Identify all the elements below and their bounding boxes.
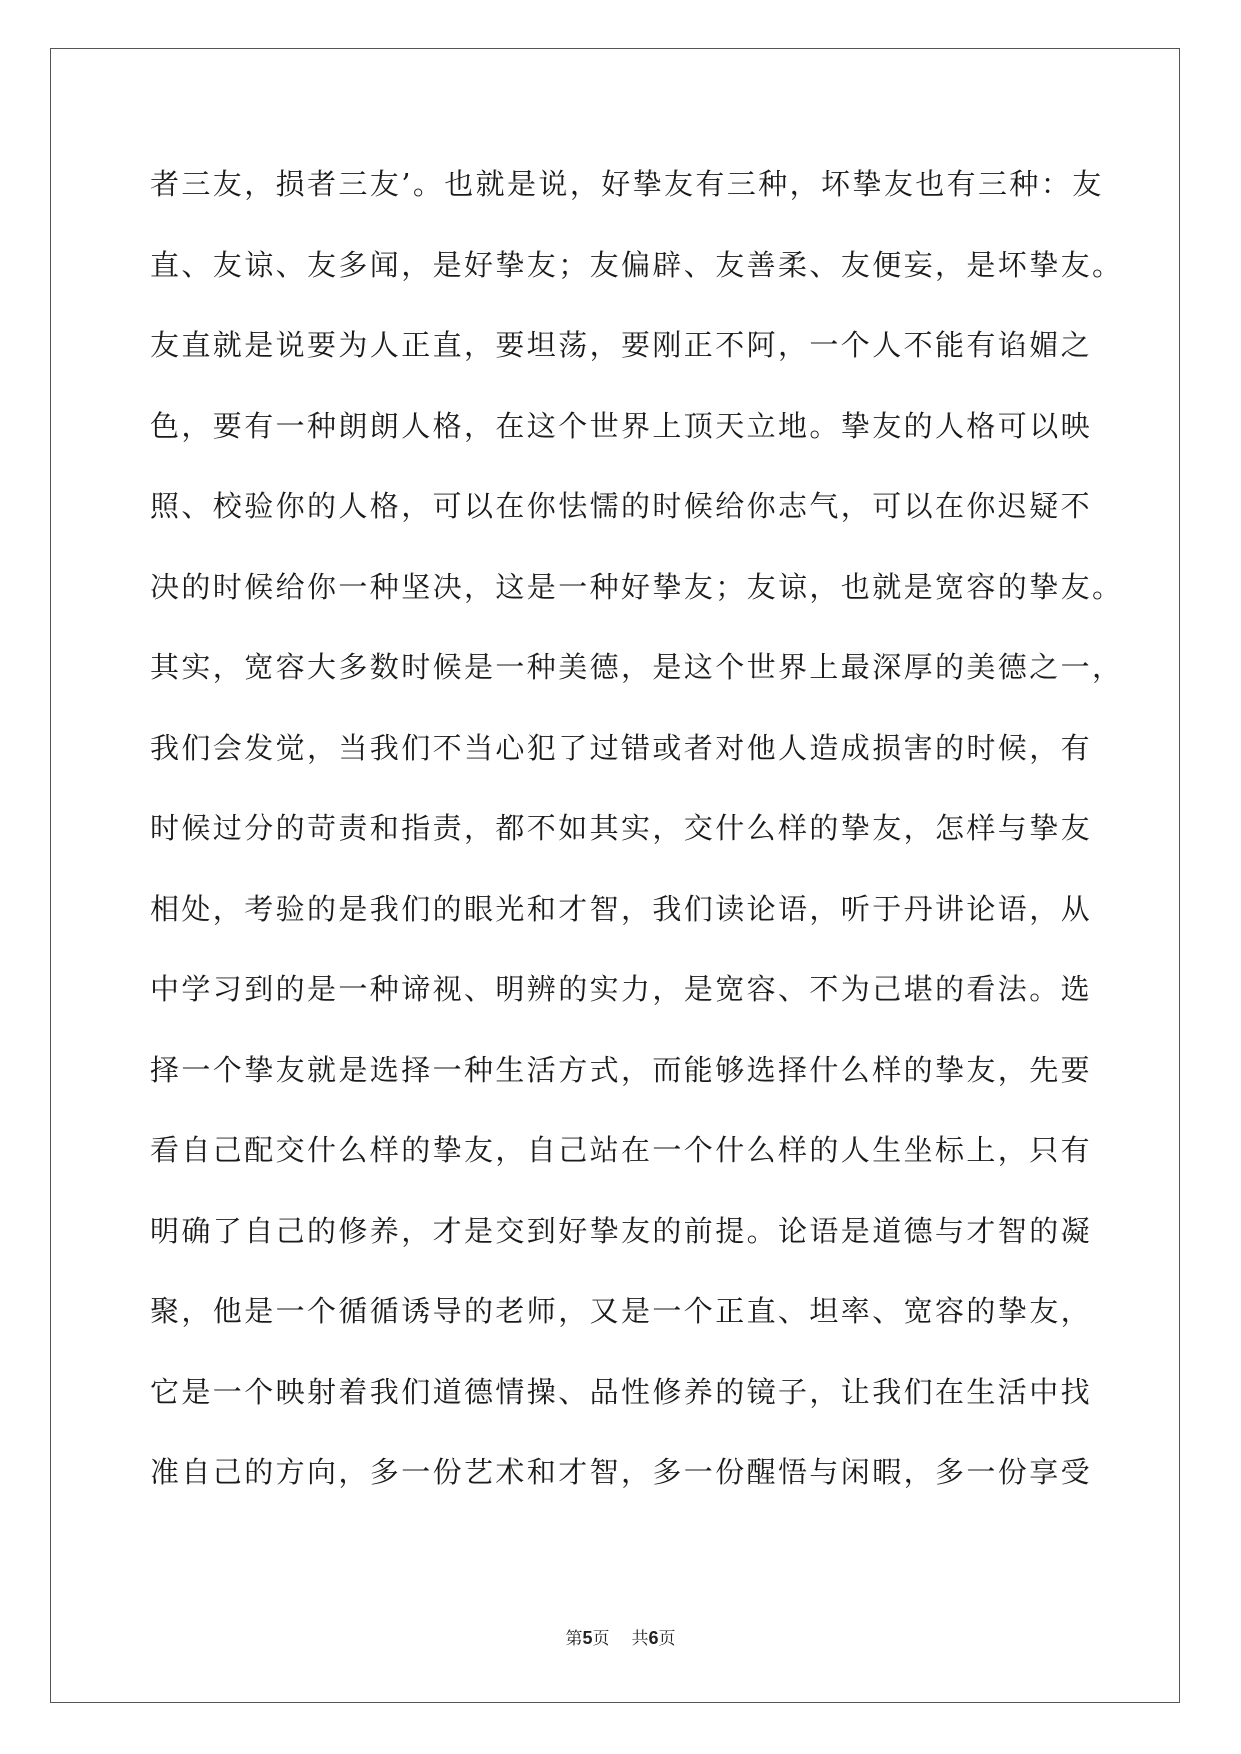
total-suffix: 页: [658, 1629, 676, 1649]
text-line: 中学习到的是一种谛视、明辨的实力，是宽容、不为己堪的看法。选: [150, 972, 1093, 1006]
text-line: 其实，宽容大多数时候是一种美德，是这个世界上最深厚的美德之一，: [150, 650, 1124, 684]
page-prefix: 第: [565, 1629, 583, 1649]
text-line: 友直就是说要为人正直，要坦荡，要刚正不阿，一个人不能有谄媚之: [150, 328, 1093, 362]
page-number: 5: [582, 1628, 593, 1648]
text-line: 决的时候给你一种坚决，这是一种好挚友；友谅，也就是宽容的挚友。: [150, 569, 1124, 604]
text-line: 照、校验你的人格，可以在你怯懦的时候给你志气，可以在你迟疑不: [150, 489, 1093, 523]
total-prefix: 共: [631, 1629, 649, 1649]
text-line: 准自己的方向，多一份艺术和才智，多一份醒悟与闲暇，多一份享受: [150, 1455, 1093, 1489]
text-line: 择一个挚友就是选择一种生活方式，而能够选择什么样的挚友，先要: [150, 1052, 1093, 1087]
body-text: [150, 167, 1124, 1537]
text-line: 它是一个映射着我们道德情操、品性修养的镜子，让我们在生活中找: [150, 1374, 1093, 1409]
text-line: 相处，考验的是我们的眼光和才智，我们读论语，听于丹讲论语，从: [150, 891, 1093, 926]
text-line: 直、友谅、友多闻，是好挚友；友偏辟、友善柔、友便妄，是坏挚友。: [150, 247, 1124, 282]
text-line: 时候过分的苛责和指责，都不如其实，交什么样的挚友，怎样与挚友: [150, 811, 1093, 845]
text-line: 我们会发觉，当我们不当心犯了过错或者对他人造成损害的时候，有: [150, 730, 1093, 765]
text-line: 看自己配交什么样的挚友，自己站在一个什么样的人生坐标上，只有: [150, 1133, 1093, 1167]
text-line: 聚，他是一个循循诱导的老师，又是一个正直、坦率、宽容的挚友，: [150, 1294, 1093, 1328]
text-line: 者三友，损者三友’。也就是说，好挚友有三种，坏挚友也有三种：友: [150, 167, 1104, 201]
page-suffix: 页: [592, 1629, 610, 1649]
page-footer: [0, 1624, 1241, 1649]
text-line: 明确了自己的修养，才是交到好挚友的前提。论语是道德与才智的凝: [150, 1213, 1093, 1248]
total-pages: 6: [648, 1628, 659, 1648]
text-line: 色，要有一种朗朗人格，在这个世界上顶天立地。挚友的人格可以映: [150, 408, 1093, 443]
